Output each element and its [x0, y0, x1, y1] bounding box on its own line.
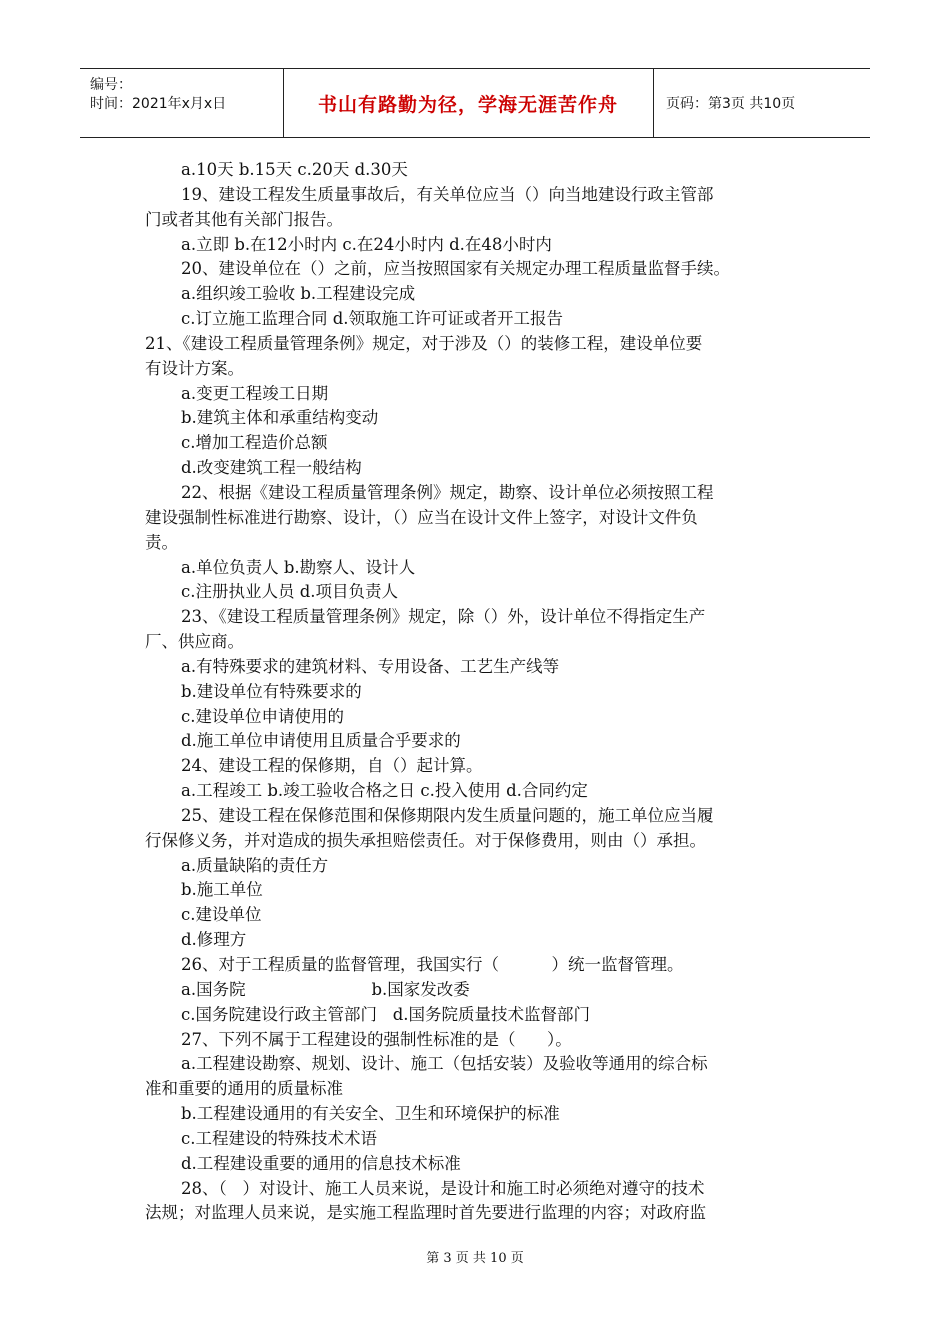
header-page-number: 页码：第3页 共10页: [666, 96, 796, 112]
text-line: 法规；对监理人员来说，是实施工程监理时首先要进行监理的内容；对政府监: [145, 1203, 706, 1223]
option-line: c.增加工程造价总额: [181, 433, 328, 453]
option-line: c.建设单位申请使用的: [181, 706, 344, 726]
question-20: 20、建设单位在（）之前，应当按照国家有关规定办理工程质量监督手续。: [181, 259, 730, 279]
question-28: 28、（ ）对设计、施工人员来说，是设计和施工时必须绝对遵守的技术: [181, 1178, 705, 1198]
option-line: a.有特殊要求的建筑材料、专用设备、工艺生产线等: [181, 656, 560, 676]
option-line: b.建设单位有特殊要求的: [181, 681, 362, 701]
document-number-label: 编号：: [90, 77, 132, 93]
text-line: 有设计方案。: [145, 358, 244, 378]
header-motto: 书山有路勤为径，学海无涯苦作舟: [283, 69, 654, 137]
option-line: a.立即 b.在12小时内 c.在24小时内 d.在48小时内: [181, 234, 552, 254]
option-line: c.注册执业人员 d.项目负责人: [181, 582, 399, 602]
question-21: 21、《建设工程质量管理条例》规定，对于涉及（）的装修工程，建设单位要: [145, 333, 703, 353]
option-line: b.施工单位: [181, 880, 263, 900]
page-header: [80, 68, 870, 138]
option-line: a.工程建设勘察、规划、设计、施工（包括安装）及验收等通用的综合标: [181, 1054, 708, 1074]
document-date-label: 时间：2021年x月x日: [90, 96, 227, 112]
text-line: a.10天 b.15天 c.20天 d.30天: [181, 160, 408, 179]
question-19: 19、建设工程发生质量事故后，有关单位应当（）向当地建设行政主管部: [181, 184, 714, 204]
option-line: b.建筑主体和承重结构变动: [181, 408, 379, 428]
question-22: 22、根据《建设工程质量管理条例》规定，勘察、设计单位必须按照工程: [181, 482, 714, 502]
option-line: a.质量缺陷的责任方: [181, 855, 329, 875]
option-line: a.工程竣工 b.竣工验收合格之日 c.投入使用 d.合同约定: [181, 781, 588, 801]
option-line: c.订立施工监理合同 d.领取施工许可证或者开工报告: [181, 309, 564, 329]
page-footer: 第 3 页 共 10 页: [426, 1251, 524, 1266]
header-meta: [80, 69, 284, 137]
question-26: 26、对于工程质量的监督管理，我国实行（ ）统一监督管理。: [181, 955, 684, 974]
text-line: 门或者其他有关部门报告。: [145, 209, 343, 229]
option-line: d.修理方: [181, 930, 247, 950]
text-line: 行保修义务，并对造成的损失承担赔偿责任。对于保修费用，则由（）承担。: [145, 830, 706, 850]
question-23: 23、《建设工程质量管理条例》规定，除（）外，设计单位不得指定生产: [181, 607, 706, 627]
option-line: d.改变建筑工程一般结构: [181, 458, 362, 478]
question-27: 27、下列不属于工程建设的强制性标准的是（ ）。: [181, 1029, 572, 1049]
option-line: c.国务院建设行政主管部门 d.国务院质量技术监督部门: [181, 1004, 591, 1024]
option-line: a.单位负责人 b.勘察人、设计人: [181, 557, 416, 577]
option-line: c.工程建设的特殊技术术语: [181, 1128, 377, 1148]
option-line: c.建设单位: [181, 905, 262, 925]
option-line: b.工程建设通用的有关安全、卫生和环境保护的标准: [181, 1104, 560, 1124]
text-line: 准和重要的通用的质量标准: [145, 1079, 343, 1099]
option-line: d.施工单位申请使用且质量合乎要求的: [181, 731, 461, 751]
option-line: d.工程建设重要的通用的信息技术标准: [181, 1153, 461, 1173]
option-line: a.变更工程竣工日期: [181, 383, 329, 403]
question-25: 25、建设工程在保修范围和保修期限内发生质量问题的，施工单位应当履: [181, 805, 714, 825]
option-line: a.组织竣工验收 b.工程建设完成: [181, 284, 416, 304]
option-line: a.国务院 b.国家发改委: [181, 979, 470, 999]
text-line: 建设强制性标准进行勘察、设计，（）应当在设计文件上签字，对设计文件负: [145, 507, 698, 527]
document-body: [145, 158, 805, 1226]
text-line: 责。: [145, 532, 178, 552]
text-line: 厂、供应商。: [145, 632, 244, 652]
question-24: 24、建设工程的保修期，自（）起计算。: [181, 756, 483, 776]
